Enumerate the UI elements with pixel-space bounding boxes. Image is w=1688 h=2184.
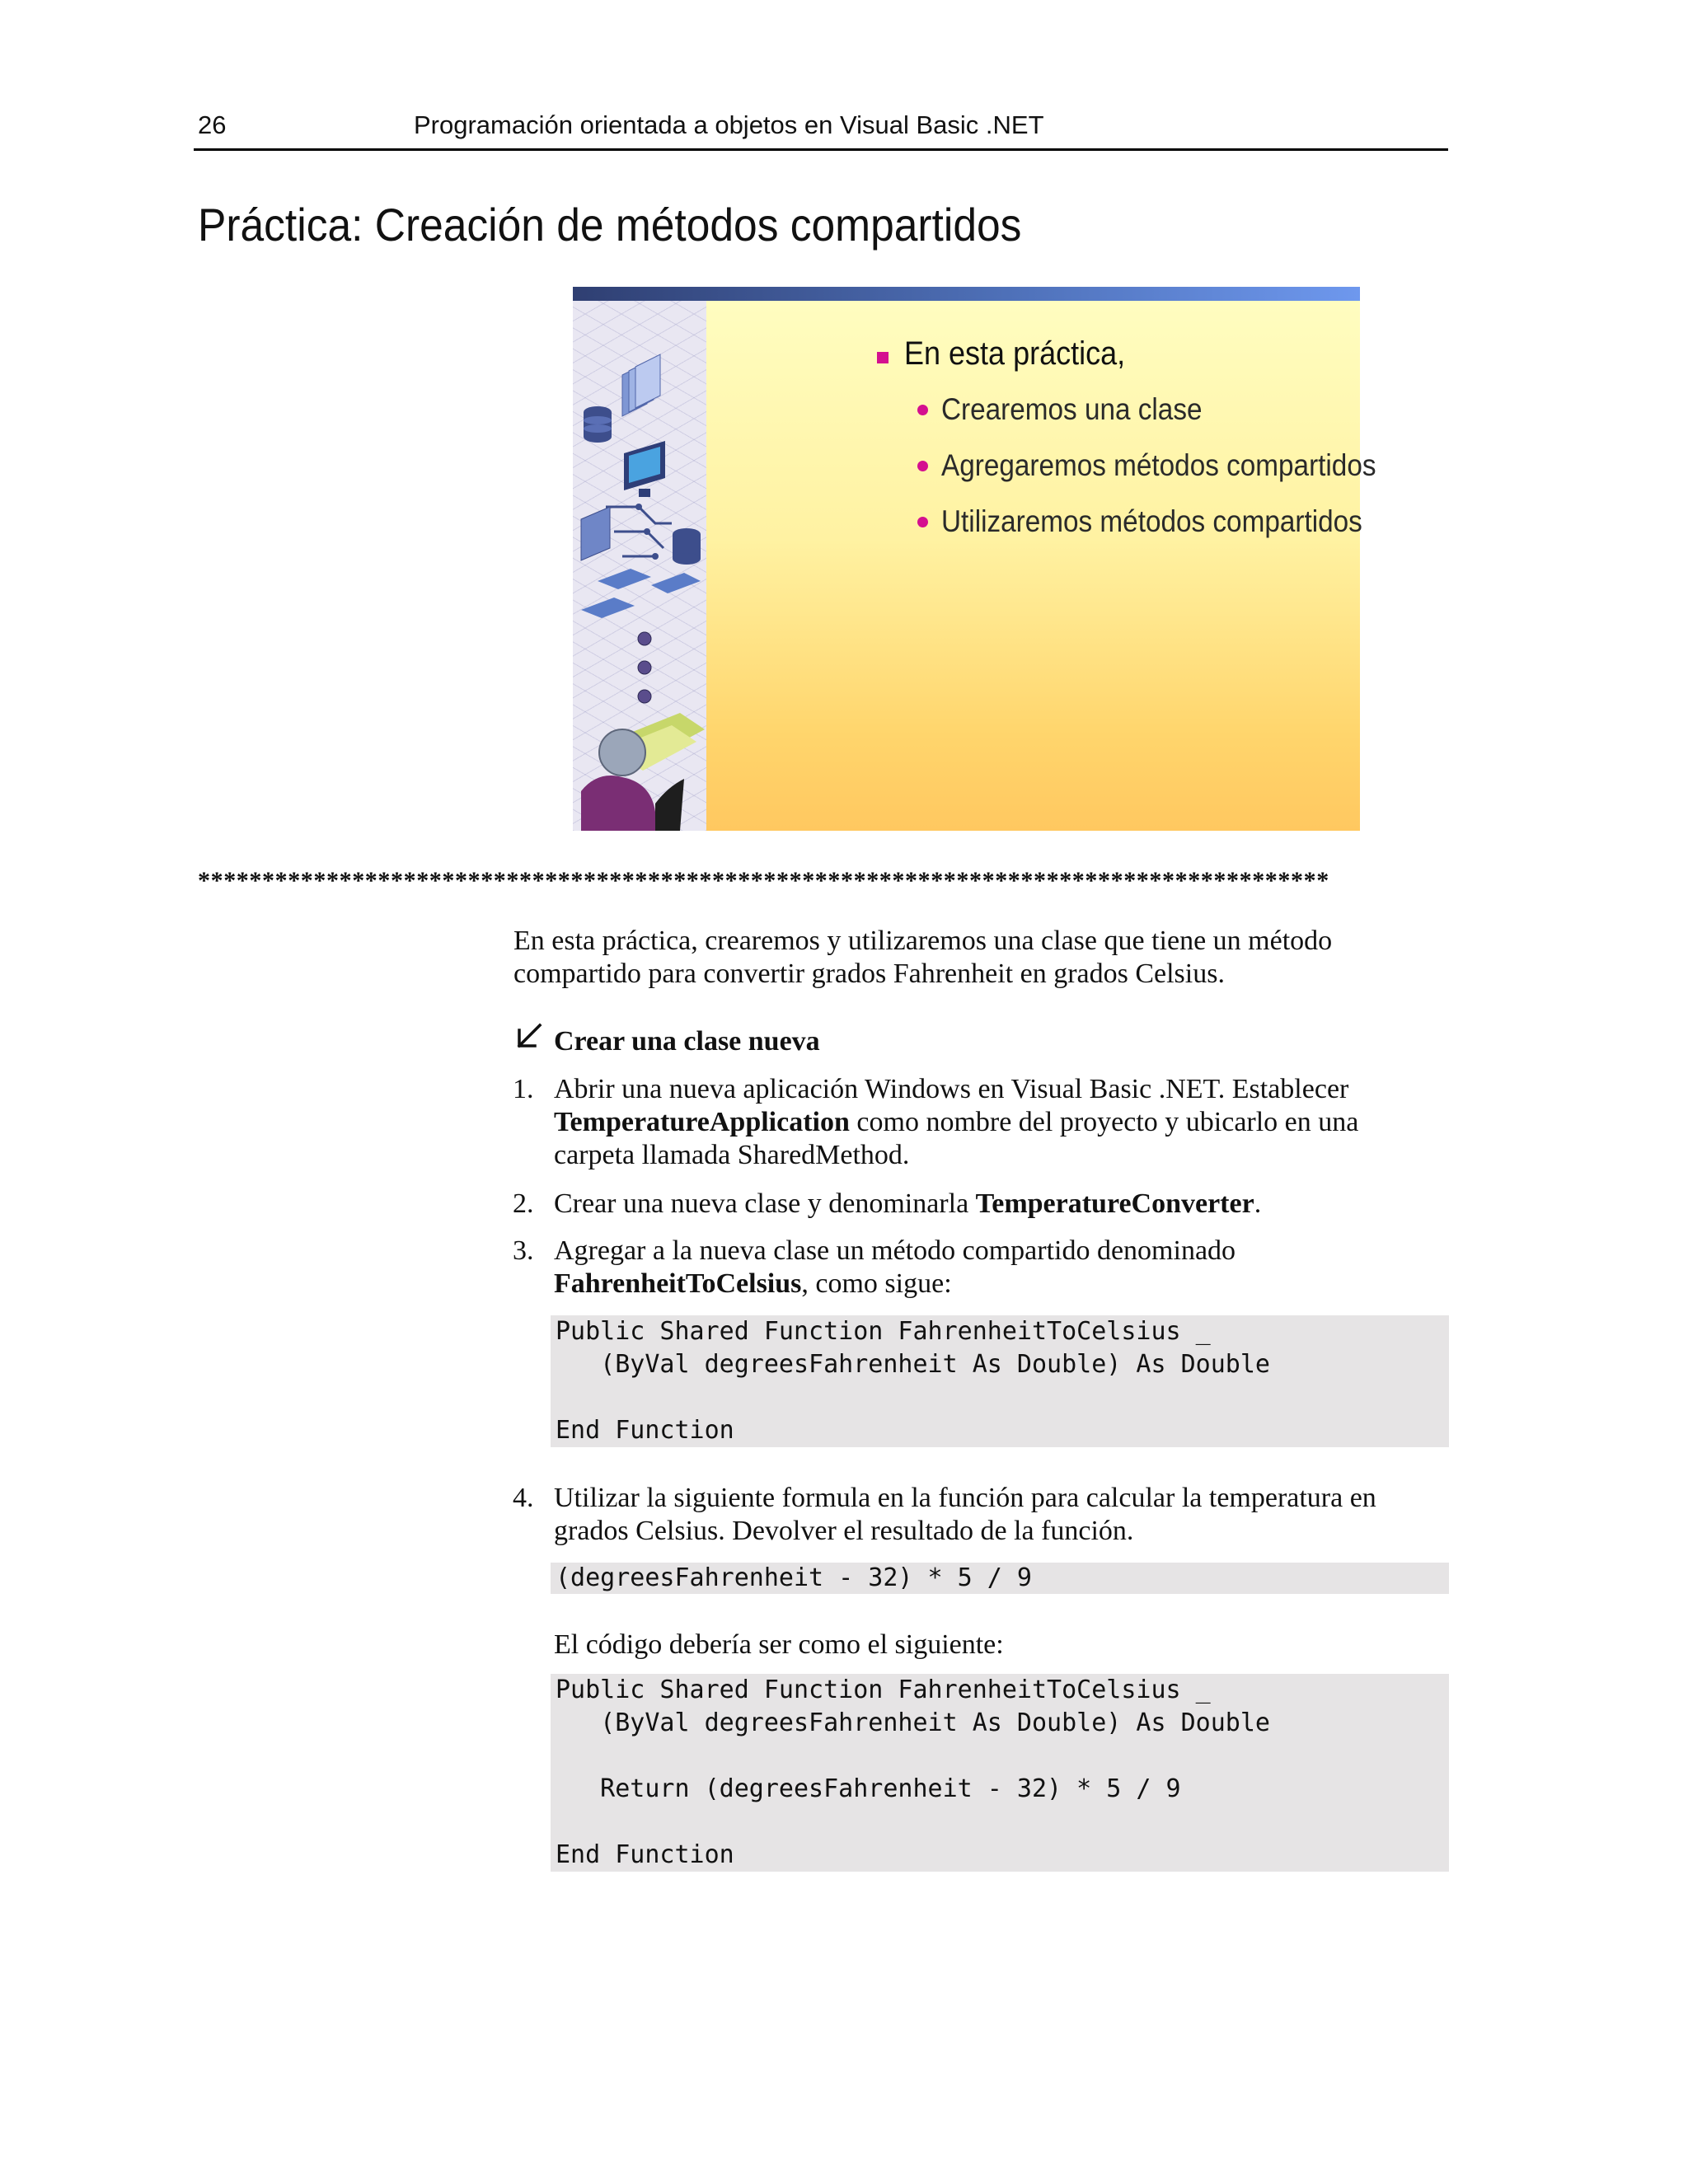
slide-dot-bullet bbox=[917, 517, 928, 527]
code-block-1: Public Shared Function FahrenheitToCelsius _ (ByVal degreesFahrenheit As Double) As Double End Function bbox=[551, 1315, 1449, 1447]
slide-dot-bullet bbox=[917, 405, 928, 415]
step-bold-term: TemperatureApplication bbox=[554, 1107, 850, 1137]
procedure-title: Crear una clase nueva bbox=[554, 1026, 820, 1057]
slide-title-bar bbox=[573, 287, 1360, 301]
step-text: Crear una nueva clase y denominarla bbox=[554, 1188, 976, 1219]
slide-main-bullet-text: En esta práctica, bbox=[904, 335, 1126, 372]
step-1-text bbox=[554, 1073, 1444, 1172]
slide-square-bullet bbox=[877, 352, 889, 363]
slide-dot-bullet bbox=[917, 461, 928, 471]
code-note: El código debería ser como el siguiente: bbox=[554, 1629, 1004, 1660]
slide-body bbox=[706, 301, 1376, 831]
step-text: Abrir una nueva aplicación Windows en Visual Basic .NET. Establecer bbox=[554, 1074, 1349, 1104]
step-4-text: Utilizar la siguiente formula en la función para calcular la temperatura en grados Celsius. Devolver el resultado de la función. bbox=[554, 1483, 1376, 1546]
slide-sub-bullet: Crearemos una clase bbox=[941, 392, 1203, 426]
header-rule bbox=[194, 148, 1448, 151]
slide-sub-bullet: Utilizaremos métodos compartidos bbox=[941, 504, 1362, 538]
code-block-2: (degreesFahrenheit - 32) * 5 / 9 bbox=[551, 1563, 1449, 1594]
step-bold-term: FahrenheitToCelsius bbox=[554, 1268, 802, 1299]
step-text: . bbox=[1254, 1188, 1262, 1219]
step-number: 1. bbox=[513, 1074, 534, 1104]
star-separator: **************************************************************************************** bbox=[198, 867, 1329, 894]
step-text: , como sigue: bbox=[801, 1268, 952, 1299]
intro-paragraph: En esta práctica, crearemos y utilizaremos una clase que tiene un método compartido para convertir grados Fahrenheit en grados Celsius. bbox=[513, 926, 1333, 989]
step-number: 2. bbox=[513, 1188, 534, 1219]
page-number: 26 bbox=[198, 110, 227, 139]
slide-image bbox=[573, 287, 1376, 831]
slide-sub-bullet: Agregaremos métodos compartidos bbox=[941, 448, 1376, 482]
step-text: como nombre del proyecto y ubicarlo en una carpeta llamada SharedMethod. bbox=[554, 1107, 1359, 1170]
page-title: Práctica: Creación de métodos compartidos bbox=[198, 199, 1022, 251]
running-header: Programación orientada a objetos en Visual Basic .NET bbox=[414, 110, 1044, 139]
step-number: 4. bbox=[513, 1483, 534, 1513]
step-text: Agregar a la nueva clase un método compartido denominado bbox=[554, 1235, 1236, 1266]
slide-illustration-icon bbox=[573, 301, 706, 831]
step-3-text bbox=[554, 1235, 1444, 1301]
step-bold-term: TemperatureConverter bbox=[975, 1188, 1254, 1219]
slide-sidebar bbox=[573, 301, 706, 831]
step-2-text bbox=[554, 1188, 1444, 1221]
step-number: 3. bbox=[513, 1235, 534, 1266]
code-block-3: Public Shared Function FahrenheitToCelsius _ (ByVal degreesFahrenheit As Double) As Double Return (degreesFahrenheit - 32) * 5 / 9 End Function bbox=[551, 1674, 1449, 1872]
procedure-arrow-icon bbox=[513, 1020, 546, 1053]
